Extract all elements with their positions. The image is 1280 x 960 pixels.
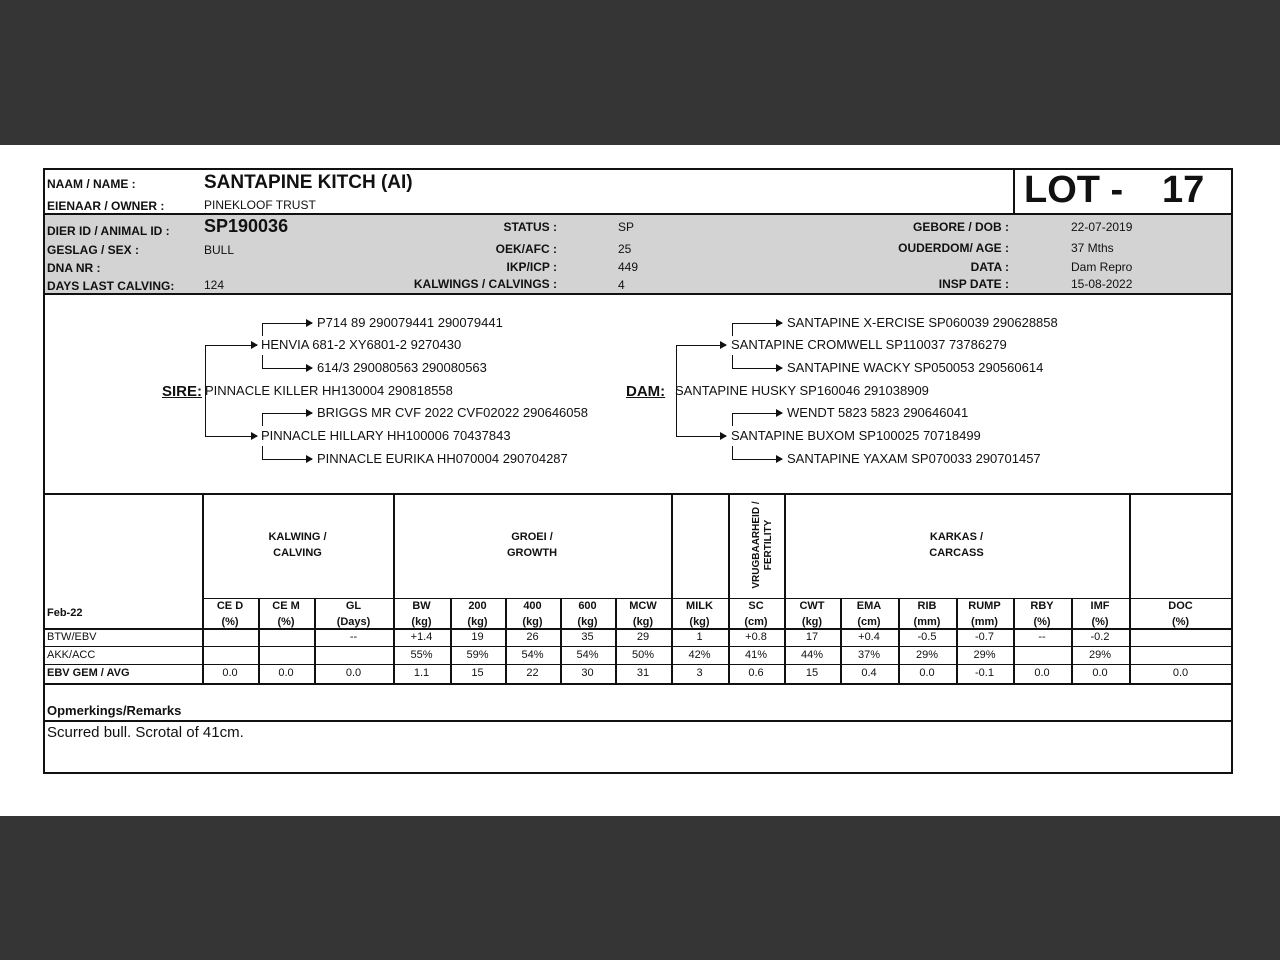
column-header: SC (cm) (744, 600, 768, 628)
afc-label: OEK/AFC : (495, 242, 557, 256)
column-header: CE D (%) (216, 600, 244, 628)
column-header: MILK (kg) (686, 600, 713, 628)
table-cell: 54% (521, 649, 544, 661)
sex-label: GESLAG / SEX : (47, 243, 140, 257)
table-cell: 22 (526, 667, 539, 679)
dam-sire-dam: SANTAPINE WACKY SP050053 290560614 (787, 360, 1044, 375)
table-cell: 41% (744, 649, 768, 661)
sex-value: BULL (204, 243, 235, 257)
lot-box (1013, 170, 1232, 214)
column-header: 400 (kg) (522, 600, 543, 628)
pedigree-connector (676, 345, 677, 436)
table-cell: 26 (526, 631, 539, 643)
table-cell: +0.4 (858, 631, 880, 643)
group-growth: GROEI / GROWTH (506, 531, 558, 559)
divider (45, 213, 1232, 215)
table-cell: -0.1 (975, 667, 994, 679)
table-cell: 0.0 (1172, 667, 1189, 679)
table-gridline (45, 664, 1232, 665)
column-header: BW (kg) (411, 600, 432, 628)
table-cell: -0.2 (1090, 631, 1110, 643)
table-gridline (1129, 493, 1131, 683)
group-carcass: KARKAS / CARCASS (929, 531, 984, 559)
divider (45, 683, 1232, 685)
table-cell: 0.0 (222, 667, 238, 679)
dob-value: 22-07-2019 (1071, 220, 1133, 234)
sire-dam: PINNACLE HILLARY HH100006 70437843 (261, 428, 511, 443)
table-cell: 29% (1088, 649, 1112, 661)
insp-value: 15-08-2022 (1071, 277, 1133, 291)
pedigree-connector (262, 413, 263, 426)
table-cell: 0.0 (1092, 667, 1108, 679)
dam-name: SANTAPINE HUSKY SP160046 291038909 (675, 383, 929, 398)
lot-number: 17 (1162, 169, 1205, 211)
status-label: STATUS : (503, 220, 557, 234)
table-cell: 0.0 (278, 667, 294, 679)
table-cell: -- (1038, 631, 1046, 643)
ebv-date: Feb-22 (47, 607, 83, 619)
table-cell: 29% (973, 649, 996, 661)
column-header: CE M (%) (272, 600, 300, 628)
pedigree-connector (732, 323, 733, 336)
arrow-icon (262, 459, 312, 460)
row-label: AKK/ACC (47, 649, 96, 661)
column-header: 600 (kg) (577, 600, 598, 628)
dam-dam: SANTAPINE BUXOM SP100025 70718499 (731, 428, 981, 443)
days-calving-value: 124 (204, 278, 225, 292)
group-fertility: VRUGBAARHEID / FERTILITY (751, 501, 774, 589)
arrow-icon (262, 413, 312, 414)
table-cell: 0.0 (1034, 667, 1050, 679)
column-header: GL (Days) (336, 600, 371, 628)
data-label: DATA : (970, 260, 1009, 274)
arrow-icon (732, 323, 782, 324)
pedigree-connector (262, 446, 263, 459)
divider (45, 293, 1232, 295)
sire-sire-sire: P714 89 290079441 290079441 (317, 315, 503, 330)
insp-label: INSP DATE : (938, 277, 1009, 291)
table-cell: 15 (805, 667, 819, 679)
table-cell: 0.0 (919, 667, 935, 679)
row-label: BTW/EBV (47, 631, 97, 643)
table-cell: 54% (576, 649, 599, 661)
icp-label: IKP/ICP : (506, 260, 557, 274)
sire-dam-dam: PINNACLE EURIKA HH070004 290704287 (317, 451, 568, 466)
afc-value: 25 (618, 242, 632, 256)
arrow-icon (676, 345, 726, 346)
age-value: 37 Mths (1071, 241, 1114, 255)
owner-label: EIENAAR / OWNER : (47, 199, 165, 213)
table-cell: 29 (636, 631, 650, 643)
column-header: MCW (kg) (629, 600, 657, 628)
column-header: CWT (kg) (799, 600, 825, 628)
animal-id-value: SP190036 (204, 216, 289, 236)
lot-label: LOT - (1024, 169, 1124, 211)
dob-label: GEBORE / DOB : (912, 220, 1009, 234)
status-value: SP (618, 220, 635, 234)
calvings-value: 4 (618, 278, 625, 292)
dam-dam-dam: SANTAPINE YAXAM SP070033 290701457 (787, 451, 1041, 466)
pedigree-connector (732, 446, 733, 459)
calvings-label: KALWINGS / CALVINGS : (413, 277, 557, 291)
table-cell: 30 (581, 667, 594, 679)
name-label: NAAM / NAME : (47, 177, 136, 191)
icp-value: 449 (618, 260, 639, 274)
remarks-text: Scurred bull. Scrotal of 41cm. (47, 724, 244, 741)
table-gridline (45, 646, 1232, 647)
table-cell: 1.1 (413, 667, 430, 679)
sire-sire: HENVIA 681-2 XY6801-2 9270430 (261, 337, 462, 352)
pedigree-connector (262, 323, 263, 336)
table-cell: 1 (696, 631, 703, 643)
column-header: DOC (%) (1168, 600, 1193, 628)
table-gridline (202, 493, 204, 683)
table-cell: 17 (805, 631, 819, 643)
column-header: RIB (mm) (913, 600, 941, 628)
remarks-label: Opmerkings/Remarks (47, 703, 182, 718)
row-label: EBV GEM / AVG (47, 667, 130, 679)
table-cell: 59% (466, 649, 489, 661)
days-calving-label: DAYS LAST CALVING: (47, 279, 175, 293)
dam-sire: SANTAPINE CROMWELL SP110037 73786279 (731, 337, 1007, 352)
arrow-icon (676, 436, 726, 437)
table-cell: 29% (915, 649, 939, 661)
sire-name: PINNACLE KILLER HH130004 290818558 (205, 383, 453, 398)
column-header: RBY (%) (1030, 600, 1054, 628)
sire-label: SIRE: (162, 383, 203, 400)
sire-sire-dam: 614/3 290080563 290080563 (317, 360, 487, 375)
table-cell: +1.4 (410, 631, 433, 643)
animal-id-label: DIER ID / ANIMAL ID : (47, 224, 170, 238)
data-value: Dam Repro (1071, 260, 1133, 274)
column-header: EMA (cm) (856, 600, 882, 628)
group-calving: KALWING / CALVING (268, 531, 327, 559)
arrow-icon (205, 345, 257, 346)
dna-label: DNA NR : (47, 261, 101, 275)
arrow-icon (262, 368, 312, 369)
divider (45, 493, 1232, 495)
dam-label: DAM: (626, 383, 666, 400)
table-cell: 0.0 (345, 667, 362, 679)
table-cell: -- (349, 631, 358, 643)
table-cell: 55% (410, 649, 433, 661)
pedigree-connector (732, 355, 733, 368)
table-cell: 0.6 (748, 667, 764, 679)
divider (45, 720, 1232, 722)
dam-dam-sire: WENDT 5823 5823 290646041 (787, 405, 969, 420)
column-header: RUMP (mm) (968, 600, 1001, 628)
table-cell: 31 (636, 667, 650, 679)
table-cell: 37% (857, 649, 881, 661)
table-cell: +0.8 (745, 631, 767, 643)
table-cell: 3 (696, 667, 703, 679)
table-cell: 44% (800, 649, 824, 661)
sire-dam-sire: BRIGGS MR CVF 2022 CVF02022 290646058 (317, 405, 588, 420)
owner-value: PINEKLOOF TRUST (204, 198, 316, 212)
arrow-icon (732, 459, 782, 460)
table-cell: -0.5 (917, 631, 937, 643)
column-header: 200 (kg) (467, 600, 488, 628)
arrow-icon (205, 436, 257, 437)
table-cell: 50% (631, 649, 655, 661)
animal-name: SANTAPINE KITCH (AI) (204, 172, 413, 193)
dam-sire-sire: SANTAPINE X-ERCISE SP060039 290628858 (787, 315, 1058, 330)
table-cell: 19 (471, 631, 484, 643)
arrow-icon (262, 323, 312, 324)
table-cell: 42% (688, 649, 711, 661)
age-label: OUDERDOM/ AGE : (898, 241, 1009, 255)
pedigree-connector (205, 345, 206, 436)
table-cell: 35 (581, 631, 594, 643)
table-cell: 15 (471, 667, 484, 679)
pedigree-connector (732, 413, 733, 426)
table-cell: 0.4 (861, 667, 877, 679)
arrow-icon (732, 368, 782, 369)
column-header: IMF (%) (1090, 600, 1110, 628)
arrow-icon (732, 413, 782, 414)
pedigree-connector (262, 355, 263, 368)
table-cell: -0.7 (975, 631, 994, 643)
